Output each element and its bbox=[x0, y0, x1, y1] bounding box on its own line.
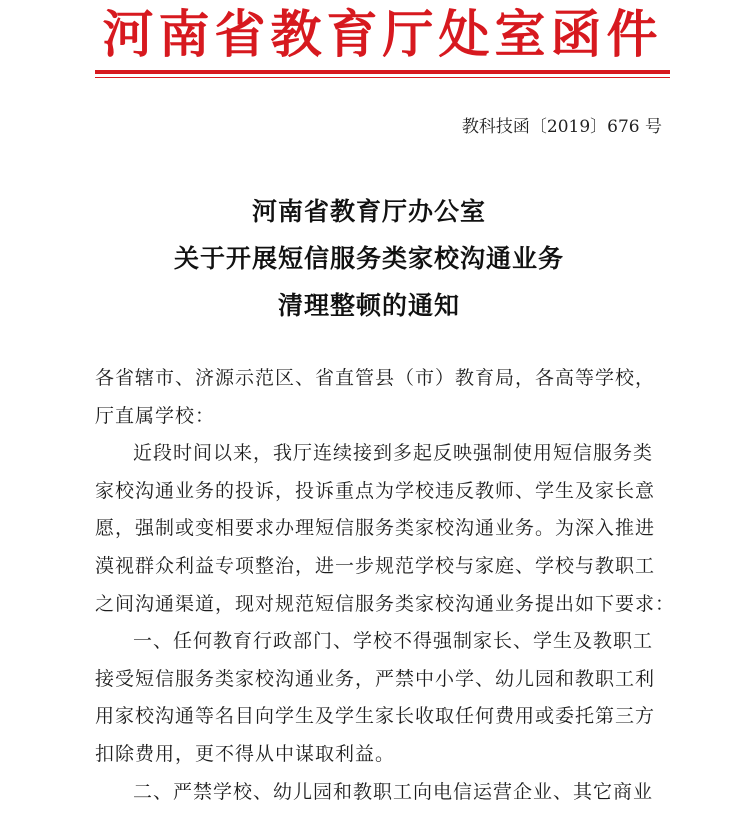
body-text-line: 漠视群众利益专项整治，进一步规范学校与家庭、学校与教职工 bbox=[95, 554, 656, 577]
salutation-line: 各省辖市、济源示范区、省直管县（市）教育局，各高等学校， bbox=[95, 367, 656, 389]
body-text-line: 愿，强制或变相要求办理短信服务类家校沟通业务。为深入推进 bbox=[95, 517, 656, 540]
notice-title bbox=[0, 188, 738, 329]
notice-body bbox=[95, 360, 675, 811]
title-line: 关于开展短信服务类家校沟通业务 bbox=[173, 244, 564, 273]
body-text-line: 扣除费用，更不得从中谋取利益。 bbox=[95, 742, 396, 765]
document-number: 教科技函〔2019〕676 号 bbox=[461, 117, 662, 137]
letterhead-rule-thin bbox=[95, 77, 670, 78]
title-line: 清理整顿的通知 bbox=[277, 291, 460, 320]
letterhead-title: 河南省教育厅处室函件 bbox=[102, 6, 663, 65]
salutation-line: 厅直属学校： bbox=[95, 404, 216, 427]
title-line: 河南省教育厅办公室 bbox=[251, 197, 486, 226]
body-text-line: 用家校沟通等名目向学生及学生家长收取任何费用或委托第三方 bbox=[95, 705, 656, 728]
body-text-line: 之间沟通渠道，现对规范短信服务类家校沟通业务提出如下要求： bbox=[95, 592, 676, 615]
body-text-line: 家校沟通业务的投诉，投诉重点为学校违反教师、学生及家长意 bbox=[95, 479, 656, 502]
letterhead-rule-thick bbox=[95, 70, 670, 74]
body-text-line: 二、严禁学校、幼儿园和教职工向电信运营企业、其它商业 bbox=[133, 780, 654, 803]
body-text-line: 近段时间以来，我厅连续接到多起反映强制使用短信服务类 bbox=[133, 442, 654, 465]
body-text-line: 接受短信服务类家校沟通业务，严禁中小学、幼儿园和教职工利 bbox=[95, 667, 656, 690]
body-text-line: 一、任何教育行政部门、学校不得强制家长、学生及教职工 bbox=[133, 630, 654, 653]
